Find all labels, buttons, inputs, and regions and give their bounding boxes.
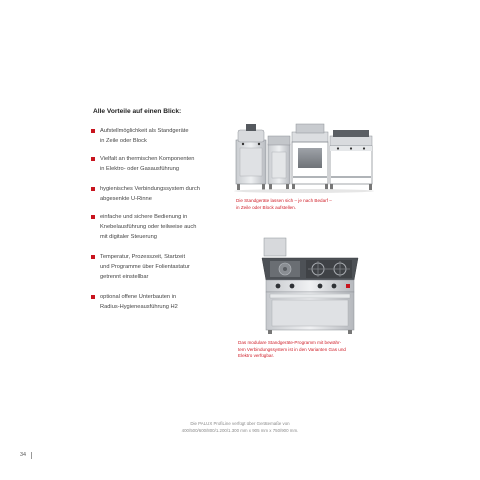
- caption-line: Elektro verfügbar.: [238, 353, 275, 358]
- top-image-caption: [236, 198, 332, 211]
- dimensions-footnote: [130, 421, 350, 434]
- bullet-icon: [91, 255, 95, 259]
- bottom-image-caption: [238, 340, 346, 360]
- benefit-line: mit digitaler Steuerung: [100, 234, 157, 240]
- benefit-line: in Elektro- oder Gasausführung: [100, 166, 180, 172]
- benefit-line: getrennt einstellbar: [100, 274, 149, 280]
- benefit-line: Vielfalt an thermischen Komponenten: [100, 156, 195, 162]
- page-number-divider: [31, 452, 32, 459]
- bullet-icon: [91, 187, 95, 191]
- standing-units-row-image: [232, 118, 376, 194]
- bullet-icon: [91, 157, 95, 161]
- benefit-line: in Zeile oder Block: [100, 138, 147, 144]
- bullet-icon: [91, 215, 95, 219]
- benefit-line: Aufstellmöglichkeit als Standgeräte: [100, 128, 189, 134]
- bullet-icon: [91, 295, 95, 299]
- footnote-line: Die PALUX ProfiLine verfügt über Gerätemaße von: [190, 421, 290, 426]
- benefit-item: [91, 252, 241, 282]
- caption-line: in Zeile oder Block aufstellen.: [236, 204, 297, 210]
- benefit-line: optional offene Unterbauten in: [100, 294, 177, 300]
- benefit-item: [91, 126, 241, 146]
- section-heading: Alle Vorteile auf einen Blick:: [93, 108, 182, 115]
- caption-line: Das modulare Standgeräte-Programm mit bewähr-: [238, 340, 342, 345]
- benefit-item: [91, 154, 241, 174]
- benefit-item: [91, 292, 241, 312]
- benefit-line: Temperatur, Prozesszeit, Startzeit: [100, 254, 186, 260]
- benefit-item: [91, 212, 241, 242]
- benefit-line: abgesenkte U-Rinne: [100, 196, 152, 202]
- gas-range-image: [258, 236, 362, 336]
- bullet-icon: [91, 129, 95, 133]
- caption-line: Die Standgeräte lassen sich – je nach Bedarf –: [236, 198, 332, 203]
- benefit-item: [91, 184, 241, 204]
- benefit-line: einfache und sichere Bedienung in: [100, 214, 188, 220]
- benefit-line: und Programme über Folientastatur: [100, 264, 190, 270]
- benefit-line: Radius-Hygieneausführung H2: [100, 304, 178, 310]
- footnote-line: 400/500/600/800/1.200/1.300 mm x 905 mm x 750/900 mm.: [181, 427, 299, 433]
- caption-line: tem Verbindungssystem ist in den Varianten Gas und: [238, 346, 346, 352]
- page-number: 34: [20, 452, 26, 458]
- benefit-line: Knebelausführung oder teilweise auch: [100, 224, 197, 230]
- benefit-line: hygienisches Verbindungssystem durch: [100, 186, 200, 192]
